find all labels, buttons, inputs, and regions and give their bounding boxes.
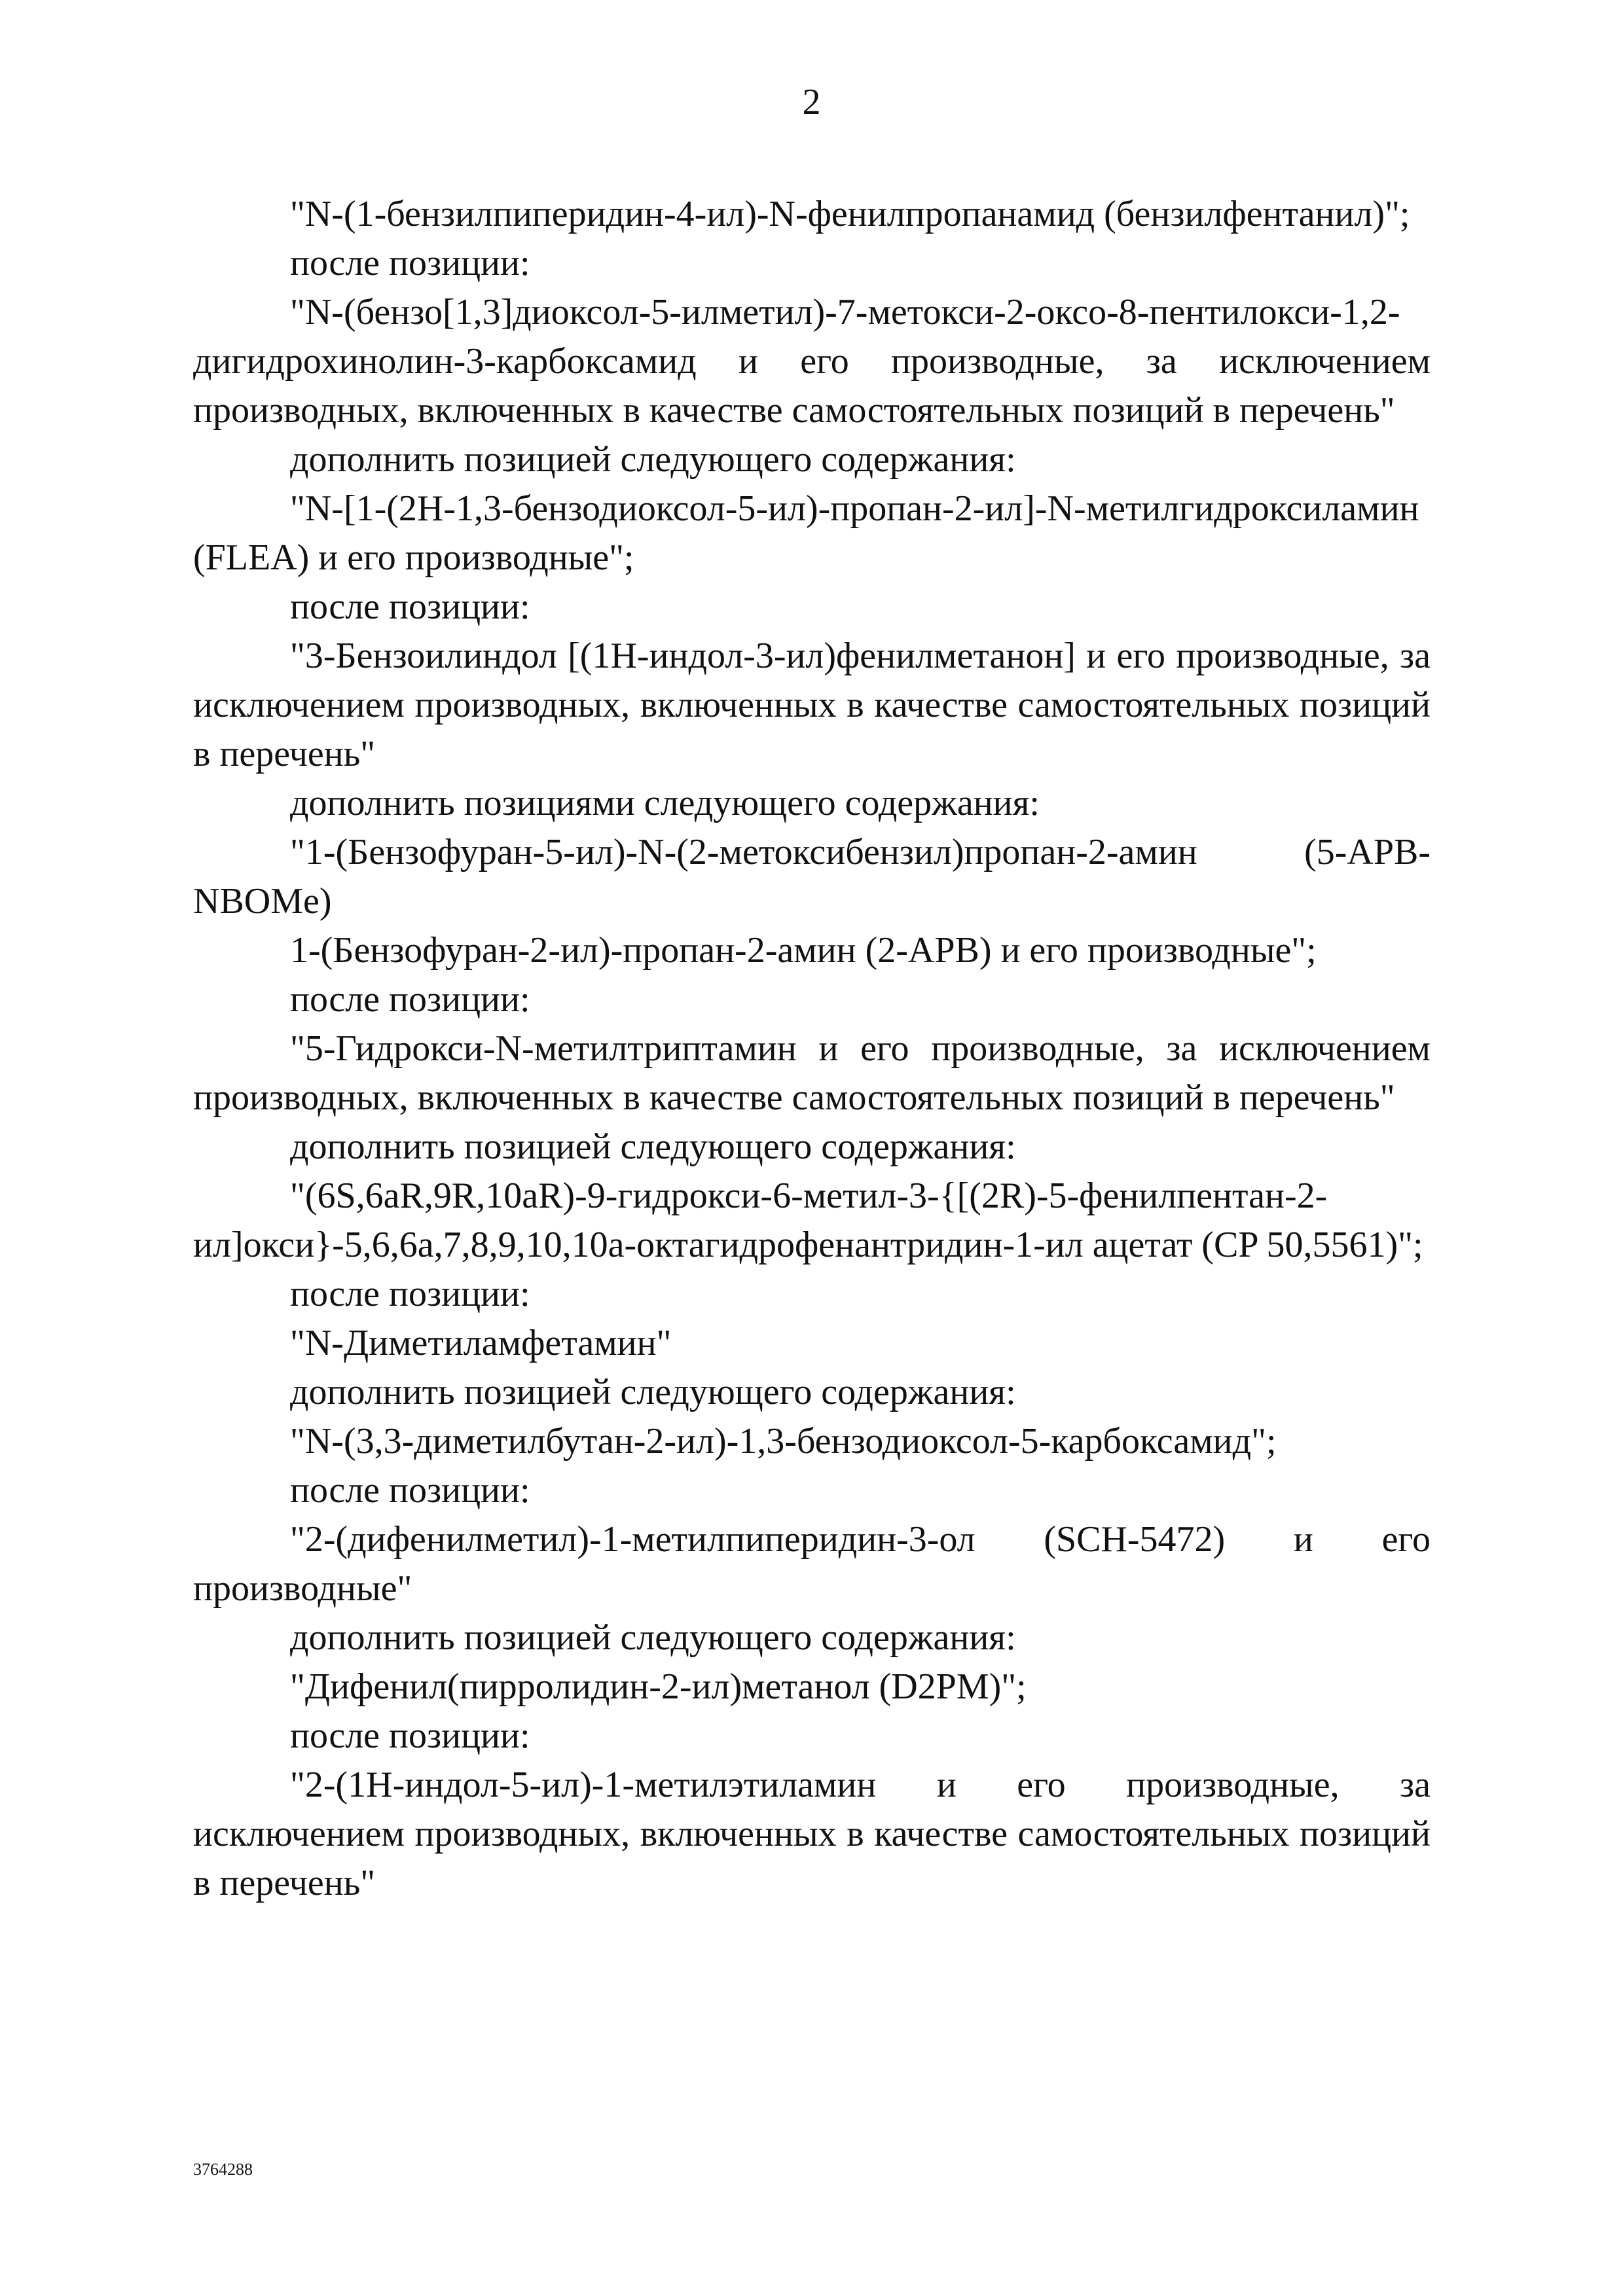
paragraph: после позиции:: [290, 979, 530, 1020]
paragraph: "1-(Бензофуран-5-ил)-N-(2-метоксибензил)пропан-2-амин (5-APB-NBOMe): [193, 832, 1431, 922]
paragraph: 1-(Бензофуран-2-ил)-пропан-2-амин (2-APB) и его производные";: [290, 930, 1317, 971]
paragraph: "N-(3,3-диметилбутан-2-ил)-1,3-бензодиоксол-5-карбоксамид";: [290, 1421, 1277, 1462]
document-body: [193, 190, 1431, 1908]
paragraph: после позиции:: [290, 1715, 530, 1756]
paragraph: дополнить позицией следующего содержания:: [290, 1617, 1016, 1658]
paragraph: после позиции:: [290, 1470, 530, 1511]
paragraph: "N-(1-бензилпиперидин-4-ил)-N-фенилпропанамид (бензилфентанил)";: [290, 194, 1410, 234]
paragraph: "2-(1H-индол-5-ил)-1-метилэтиламин и его производные, за исключением производных, включенных в качестве самостоятельных позиций в перечень": [193, 1765, 1431, 1903]
page-number: 2: [802, 82, 821, 122]
paragraph: после позиции:: [290, 1274, 530, 1314]
paragraph: "Дифенил(пирролидин-2-ил)метанол (D2PM)";: [290, 1666, 1027, 1707]
paragraph: "N-Диметиламфетамин": [290, 1323, 672, 1363]
paragraph: дополнить позициями следующего содержания:: [290, 783, 1040, 823]
paragraph: "2-(дифенилметил)-1-метилпиперидин-3-ол (SCH-5472) и его производные": [193, 1519, 1431, 1609]
document-id: 3764288: [193, 2160, 253, 2179]
paragraph: дополнить позицией следующего содержания:: [290, 439, 1016, 480]
paragraph: "(6S,6aR,9R,10aR)-9-гидрокси-6-метил-3-{[(2R)-5-фенилпентан-2-ил]окси}-5,6,6a,7,8,9,10,10a-октагидрофенантридин-1-ил ацетат (CP 50,5561)";: [193, 1175, 1423, 1265]
paragraph: дополнить позицией следующего содержания:: [290, 1372, 1016, 1412]
paragraph: после позиции:: [290, 586, 530, 627]
paragraph: после позиции:: [290, 243, 530, 283]
paragraph: дополнить позицией следующего содержания:: [290, 1126, 1016, 1167]
paragraph: "5-Гидрокси-N-метилтриптамин и его производные, за исключением производных, включенных в качестве самостоятельных позиций в перечень": [193, 1028, 1431, 1118]
paragraph: "3-Бензоилиндол [(1H-индол-3-ил)фенилметанон] и его производные, за исключением производных, включенных в качестве самостоятельных позиций в перечень": [193, 636, 1431, 774]
paragraph: "N-(бензо[1,3]диоксол-5-илметил)-7-метокси-2-оксо-8-пентилокси-1,2-дигидрохинолин-3-карбоксамид и его производные, за исключением производных, включенных в качестве самостоятельных позиций в перечень": [193, 292, 1431, 431]
paragraph: "N-[1-(2H-1,3-бензодиоксол-5-ил)-пропан-2-ил]-N-метилгидроксиламин (FLEA) и его производные";: [193, 488, 1419, 578]
